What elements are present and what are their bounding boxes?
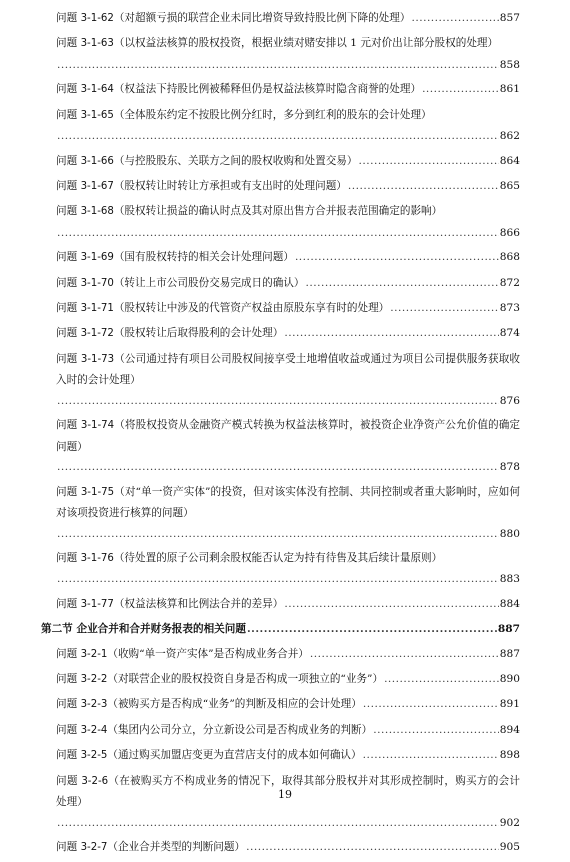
dot-leader [310, 644, 499, 665]
entry-title: （被购买方是否构成“业务”的判断及相应的会计处理） [107, 698, 362, 711]
entry-label: 问题 [56, 551, 78, 564]
entry-label: 问题 [56, 774, 78, 787]
toc-entry[interactable] [56, 298, 520, 320]
entry-title: （对“单一资产实体”的投资，但对该实体没有控制、共同控制或者重大影响时，应如何对该项投资进行核算的问题） [56, 485, 520, 520]
entry-code: 3-1-70 [80, 277, 114, 289]
dot-leader [57, 524, 499, 545]
dot-leader [246, 837, 499, 858]
dot-leader [306, 273, 499, 294]
entry-page-number: 864 [499, 154, 520, 167]
entry-label: 问题 [56, 302, 78, 315]
entry-label: 问题 [56, 597, 78, 610]
entry-code: 3-1-74 [80, 420, 115, 432]
entry-title: （股权转让中涉及的代管资产权益由原股东享有时的处理） [113, 302, 390, 315]
entry-title: （将股权投资从金融资产模式转换为权益法核算时，被投资企业净资产公允价值的确定问题） [56, 419, 521, 453]
entry-title: （转让上市公司股份交易完成日的确认） [113, 276, 305, 289]
entry-code: 3-1-68 [80, 206, 114, 218]
entry-label: 问题 [56, 419, 78, 432]
dot-leader [247, 619, 497, 640]
entry-code: 3-2-5 [80, 750, 108, 762]
toc-entry[interactable] [56, 594, 520, 616]
entry-label: 问题 [56, 352, 78, 365]
entry-page-number: 884 [499, 597, 520, 610]
toc-entry[interactable] [56, 644, 520, 666]
entry-title: （在被购买方不构成业务的情况下，取得其部分股权并对其形成控制时，购买方的会计处理） [56, 774, 521, 809]
entry-label: 问题 [56, 251, 78, 264]
toc-entry[interactable] [56, 33, 520, 75]
dot-leader [422, 79, 499, 100]
entry-title: （对联营企业的股权投资自身是否构成一项独立的“业务”） [107, 673, 384, 686]
section-title: 第二节 企业合并和合并财务报表的相关问题 [41, 623, 246, 636]
entry-code: 3-1-65 [80, 109, 114, 121]
entry-page-number: 883 [499, 573, 520, 586]
entry-page-number: 874 [499, 327, 520, 340]
entry-title: （待处置的原子公司剩余股权能否认定为持有待售及其后续计量原则） [113, 551, 443, 564]
entry-code: 3-1-77 [80, 598, 114, 610]
entry-label: 问题 [56, 840, 78, 853]
toc-entry[interactable] [56, 548, 520, 590]
toc-entry[interactable] [56, 694, 520, 716]
entry-label: 问题 [56, 327, 78, 340]
dot-leader [57, 223, 499, 244]
entry-page-number: 865 [499, 179, 520, 192]
toc-entry[interactable] [56, 176, 520, 198]
entry-code: 3-1-66 [80, 155, 114, 167]
entry-code: 3-2-4 [80, 724, 108, 736]
entry-title: （股权转让后取得股利的会计处理） [113, 327, 284, 340]
entry-title: （与控股股东、关联方之间的股权收购和处置交易） [113, 154, 358, 167]
entry-page-number: 876 [499, 394, 520, 407]
entry-label: 问题 [56, 276, 78, 289]
dot-leader [390, 298, 498, 319]
entry-title: （权益法核算和比例法合并的差异） [113, 597, 284, 610]
toc-entry[interactable] [56, 415, 520, 478]
toc-entry[interactable] [56, 273, 520, 295]
toc-entry[interactable] [56, 105, 520, 147]
dot-leader [363, 694, 499, 715]
entry-label: 问题 [56, 723, 78, 736]
entry-code: 3-1-69 [80, 252, 114, 264]
entry-page-number: 887 [499, 647, 520, 660]
dot-leader [57, 457, 499, 478]
toc-entry[interactable] [56, 8, 520, 30]
entry-page-number: 858 [499, 58, 520, 71]
dot-leader [363, 745, 499, 766]
entry-code: 3-1-73 [80, 353, 115, 365]
entry-code: 3-2-1 [80, 648, 108, 660]
toc-entry[interactable] [56, 247, 520, 269]
entry-label: 问题 [56, 749, 78, 762]
entry-title: （收购“单一资产实体”是否构成业务合并） [107, 647, 309, 660]
entry-page-number: 891 [499, 698, 520, 711]
entry-code: 3-1-76 [80, 552, 114, 564]
dot-leader [373, 720, 499, 741]
toc-entry[interactable] [56, 771, 520, 834]
entry-title: （公司通过持有项目公司股权间接享受土地增值收益或通过为项目公司提供服务获取收入时的会计处理） [56, 352, 521, 387]
entry-code: 3-1-72 [80, 328, 114, 340]
entry-code: 3-1-63 [80, 38, 114, 50]
toc-section-heading[interactable] [41, 619, 520, 640]
entry-title: （集团内公司分立，分立新设公司是否构成业务的判断） [107, 723, 373, 736]
entry-code: 3-2-2 [80, 674, 108, 686]
entry-label: 问题 [56, 83, 78, 96]
entry-code: 3-1-67 [80, 180, 114, 192]
entry-label: 问题 [56, 485, 78, 498]
entry-page-number: 905 [499, 840, 520, 853]
entry-title: （通过购买加盟店变更为直营店支付的成本如何确认） [107, 749, 362, 762]
entry-page-number: 880 [499, 527, 520, 540]
entry-page-number: 873 [499, 302, 520, 315]
table-of-contents [41, 8, 521, 862]
entry-title: （股权转让时转让方承担或有支出时的处理问题） [113, 179, 347, 192]
page-number: 19 [278, 788, 292, 801]
entry-page-number: 872 [499, 276, 520, 289]
entry-page-number: 857 [499, 12, 520, 24]
entry-page-number: 866 [499, 226, 520, 239]
entry-page-number: 868 [499, 251, 520, 264]
entry-code: 3-2-7 [80, 841, 108, 853]
entry-code: 3-2-3 [80, 699, 108, 711]
entry-label: 问题 [56, 154, 78, 167]
dot-leader [284, 323, 498, 344]
toc-entry[interactable] [56, 349, 520, 412]
dot-leader [57, 55, 499, 76]
entry-page-number: 898 [499, 749, 520, 762]
entry-title: （企业合并类型的判断问题） [107, 840, 246, 853]
entry-page-number: 878 [499, 461, 520, 474]
entry-label: 问题 [56, 673, 78, 686]
entry-title: （权益法下持股比例被稀释但仍是权益法核算时隐含商誉的处理） [113, 83, 422, 96]
toc-entry[interactable] [56, 201, 520, 243]
entry-code: 3-2-6 [81, 775, 109, 787]
dot-leader [57, 126, 499, 147]
entry-title: （全体股东约定不按股比例分红时，多分到红利的股东的会计处理） [113, 108, 432, 121]
entry-page-number: 861 [499, 83, 520, 96]
toc-entry[interactable] [56, 151, 520, 173]
toc-entry[interactable] [56, 720, 520, 742]
toc-entry[interactable] [56, 79, 520, 101]
entry-label: 问题 [56, 205, 78, 218]
toc-entry[interactable] [56, 745, 520, 767]
entry-page-number: 862 [499, 130, 520, 143]
dot-leader [284, 594, 498, 615]
entry-page-number: 890 [499, 673, 520, 686]
entry-title: （以权益法核算的股权投资，根据业绩对赌安排以 1 元对价出让部分股权的处理） [113, 37, 499, 50]
toc-entry[interactable] [56, 323, 520, 345]
dot-leader [57, 391, 499, 412]
entry-label: 问题 [56, 108, 78, 121]
entry-code: 3-1-71 [80, 303, 114, 315]
dot-leader [348, 176, 499, 197]
entry-page-number: 902 [499, 816, 520, 829]
dot-leader [411, 8, 498, 29]
entry-page-number: 894 [499, 723, 520, 736]
entry-code: 3-1-64 [80, 84, 114, 96]
toc-entry[interactable] [56, 669, 520, 691]
entry-label: 问题 [56, 698, 78, 711]
entry-title: （股权转让损益的确认时点及其对原出售方合并报表范围确定的影响） [113, 205, 443, 218]
entry-label: 问题 [56, 647, 78, 660]
toc-entry[interactable] [56, 482, 520, 545]
entry-page-number: 887 [497, 623, 520, 636]
dot-leader [57, 569, 499, 590]
entry-label: 问题 [56, 12, 78, 24]
entry-code: 3-1-75 [80, 486, 115, 498]
entry-title: （对超额亏损的联营企业未同比增资导致持股比例下降的处理） [113, 12, 411, 24]
entry-code: 3-1-62 [80, 13, 114, 24]
entry-title: （国有股权转持的相关会计处理问题） [113, 251, 294, 264]
toc-entry[interactable] [56, 837, 520, 859]
dot-leader [384, 669, 499, 690]
entry-label: 问题 [56, 37, 78, 50]
dot-leader [359, 151, 499, 172]
dot-leader [295, 247, 499, 268]
entry-label: 问题 [56, 179, 78, 192]
dot-leader [57, 813, 499, 834]
